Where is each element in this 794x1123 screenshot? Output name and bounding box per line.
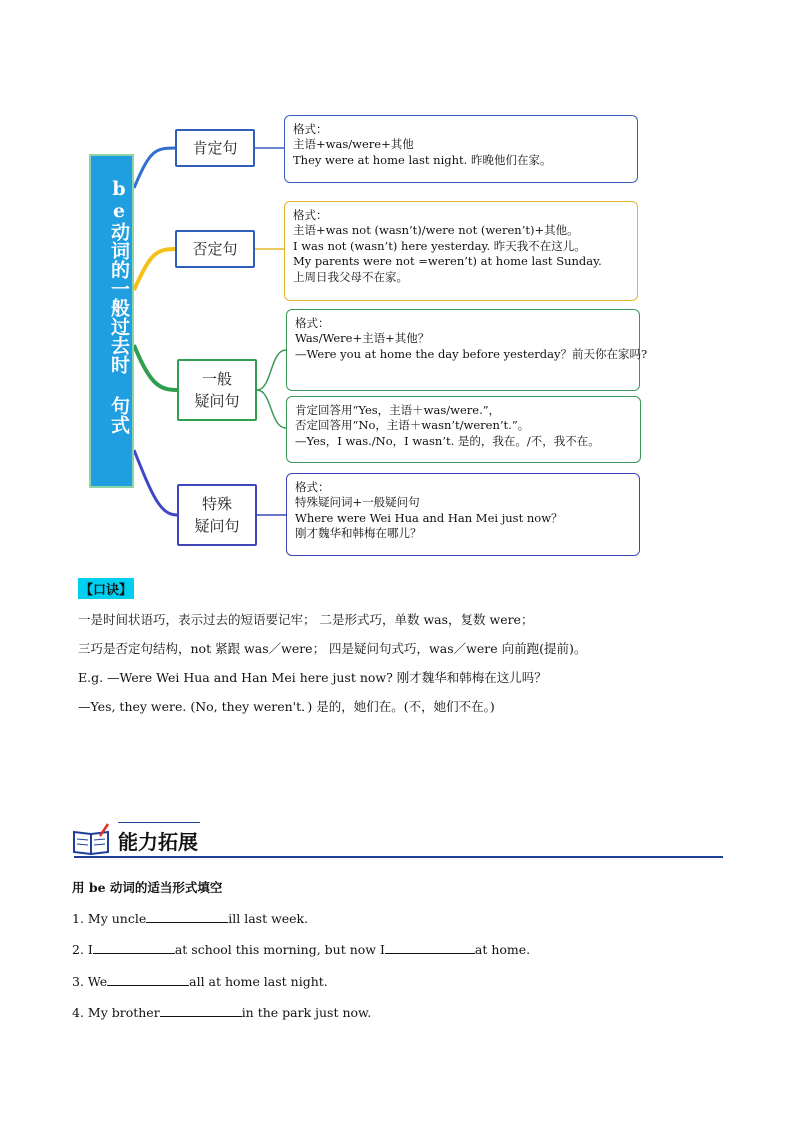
section-header-top-rule bbox=[118, 822, 200, 823]
branch-label: 疑问句 bbox=[194, 517, 240, 535]
answer-blank[interactable] bbox=[385, 941, 475, 954]
box-line: 主语+was not (wasn’t)/were not (weren’t)+其他。 bbox=[293, 223, 579, 238]
answer-blank[interactable] bbox=[160, 1004, 242, 1017]
box-line: They were at home last night. 昨晚他们在家。 bbox=[293, 152, 552, 167]
branch-negative bbox=[175, 230, 255, 268]
branch-label: 疑问句 bbox=[194, 392, 240, 410]
branch-label: 特殊 bbox=[201, 495, 232, 513]
detail-box-general-question-answer bbox=[286, 396, 641, 463]
question-text: at home. bbox=[474, 942, 531, 957]
question-text: 2. I bbox=[72, 942, 93, 957]
mindmap-central-node bbox=[89, 154, 134, 488]
branch-label: 一般 bbox=[201, 370, 232, 388]
koujue-line: 三巧是否定句结构，not 紧跟 was／were； 四是疑问句式巧，was／were 向前跑(提前)。 bbox=[78, 641, 587, 656]
book-pen-icon bbox=[72, 822, 112, 856]
question-text: all at home last night. bbox=[189, 974, 328, 989]
detail-box-general-question-format bbox=[286, 309, 648, 391]
question-1 bbox=[72, 910, 308, 926]
question-4 bbox=[72, 1004, 371, 1020]
branch-special-question bbox=[177, 484, 257, 546]
branch-affirmative bbox=[175, 129, 255, 167]
box-line: 格式： bbox=[295, 316, 330, 330]
box-line: 格式： bbox=[295, 480, 330, 494]
question-text: at school this morning, but now I bbox=[174, 942, 385, 957]
section-header-rule bbox=[74, 856, 723, 858]
box-line: 格式： bbox=[293, 122, 328, 136]
koujue-title: 【口诀】 bbox=[78, 578, 134, 599]
central-node-label: be动词的一般过去时 句式 bbox=[108, 178, 130, 434]
question-text: ill last week. bbox=[228, 911, 309, 926]
box-line: 特殊疑问词+一般疑问句 bbox=[295, 495, 420, 510]
branch-label: 否定句 bbox=[192, 240, 238, 258]
box-line: I was not (wasn’t) here yesterday. 昨天我不在这儿。 bbox=[293, 238, 586, 253]
detail-box-affirmative bbox=[284, 115, 638, 183]
answer-blank[interactable] bbox=[107, 973, 189, 986]
koujue-example-answer: —Yes, they were. (No, they weren't．) 是的，她们在。(不，她们不在。) bbox=[78, 699, 495, 714]
box-line: 刚才魏华和韩梅在哪儿？ bbox=[295, 526, 422, 541]
box-line: 主语+was/were+其他 bbox=[293, 137, 414, 152]
box-line: —Were you at home the day before yesterday？前天你在家吗? bbox=[295, 346, 648, 361]
question-2 bbox=[72, 941, 530, 957]
branch-label: 肯定句 bbox=[192, 139, 238, 157]
box-line: Where were Wei Hua and Han Mei just now？ bbox=[295, 510, 563, 525]
box-line: 肯定回答用“Yes，主语＋was/were.”， bbox=[295, 403, 501, 417]
koujue-example: E.g. —Were Wei Hua and Han Mei here just now? 刚才魏华和韩梅在这儿吗？ bbox=[78, 670, 547, 685]
section-title: 能力拓展 bbox=[118, 830, 198, 854]
box-line: —Yes，I was./No，I wasn’t. 是的，我在。/不，我不在。 bbox=[295, 433, 600, 448]
answer-blank[interactable] bbox=[146, 910, 228, 923]
question-text: 1. My uncle bbox=[72, 911, 147, 926]
box-line: 上周日我父母不在家。 bbox=[293, 269, 408, 284]
koujue-line: 一是时间状语巧，表示过去的短语要记牢； 二是形式巧，单数 was，复数 were； bbox=[78, 612, 534, 627]
box-line: 格式： bbox=[293, 208, 328, 222]
question-3 bbox=[72, 973, 328, 989]
detail-box-negative bbox=[284, 201, 638, 301]
box-line: Was/Were+主语+其他？ bbox=[295, 331, 430, 346]
branch-general-question bbox=[177, 359, 257, 421]
answer-blank[interactable] bbox=[93, 941, 175, 954]
question-text: 4. My brother bbox=[72, 1005, 160, 1020]
box-line: My parents were not =weren’t) at home last Sunday. bbox=[293, 254, 602, 269]
exercise-instruction: 用 be 动词的适当形式填空 bbox=[72, 880, 223, 895]
detail-box-special-question bbox=[286, 473, 640, 556]
question-text: in the park just now. bbox=[241, 1005, 372, 1020]
question-text: 3. We bbox=[72, 974, 108, 989]
box-line: 否定回答用“No，主语＋wasn’t/weren’t.”。 bbox=[295, 418, 530, 433]
